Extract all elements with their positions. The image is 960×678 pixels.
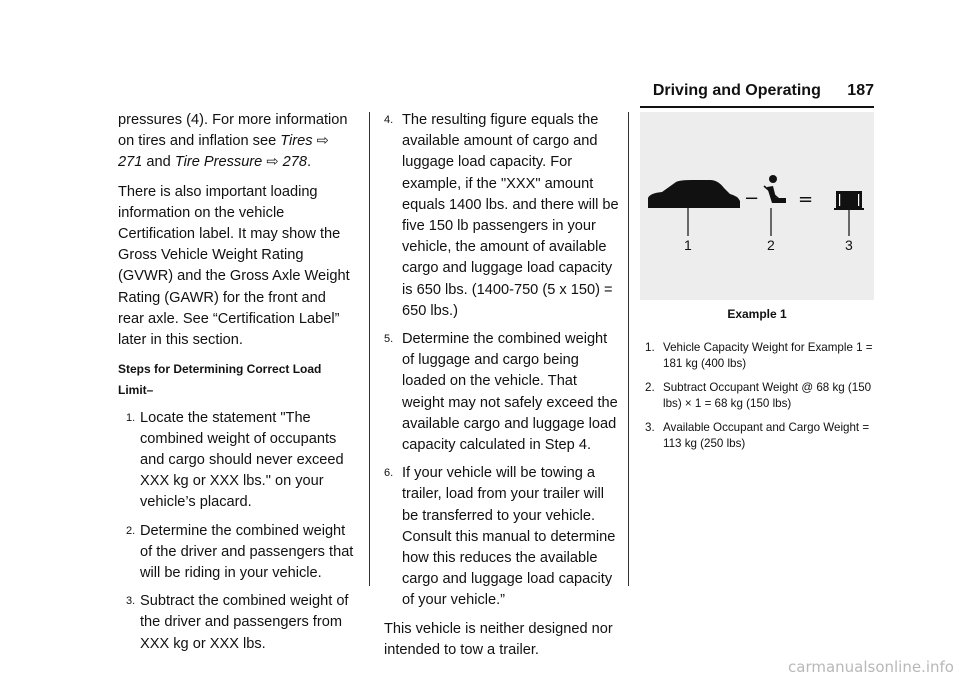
watermark: carmanualsonline.info: [788, 658, 954, 676]
column-middle: [384, 110, 619, 669]
figure-label-3: 3: [845, 237, 853, 253]
link-tire-pressure[interactable]: Tire Pressure: [174, 154, 263, 171]
car-icon: [648, 180, 740, 208]
legend-item: 3. Available Occupant and Cargo Weight = 113 kg (250 lbs): [645, 421, 870, 450]
figure-label-2: 2: [767, 237, 775, 253]
figure-legend: [645, 340, 880, 460]
step-item: 2. Determine the combined weight of the driver and passengers that will be riding in your vehicle.: [126, 522, 354, 582]
figure-caption: Example 1: [727, 307, 787, 321]
paragraph-no-trailer: This vehicle is neither designed nor intended to tow a trailer.: [384, 620, 613, 658]
steps-list-1: [118, 408, 354, 655]
operator-equals: =: [798, 189, 814, 210]
section-title: Driving and Operating: [652, 82, 821, 99]
paragraph-certification-label: There is also important loading information on the vehicle Certification label. It may show the Gross Vehicle Weight Rating (GVWR) and the Gross Axle Weight Rating (GAWR) for the front and rear axle. See “Certification Label” later in this section.: [118, 183, 350, 349]
page-ref-arrow-icon: ⇨: [266, 154, 279, 171]
step-item: 3. Subtract the combined weight of the driver and passengers from XXX kg or XXX lbs.: [126, 593, 349, 652]
operator-minus: −: [744, 188, 760, 209]
column-divider-right: [628, 112, 629, 586]
column-divider-left: [369, 112, 370, 586]
link-tires-page[interactable]: 271: [118, 154, 143, 171]
step-item: 5. Determine the combined weight of luggage and cargo being loaded on the vehicle. That weight may not safely exceed the available cargo and luggage load capacity calculated in Step 4.: [384, 331, 618, 454]
link-tire-pressure-page[interactable]: 278: [282, 154, 308, 171]
link-tires[interactable]: Tires: [280, 133, 313, 150]
cargo-box-icon: [834, 191, 864, 210]
legend-item: 2. Subtract Occupant Weight @ 68 kg (150 lbs) × 1 = 68 kg (150 lbs): [645, 381, 872, 410]
steps-list-2: [384, 110, 619, 612]
load-example-figure: [640, 112, 874, 300]
seated-occupant-icon: [764, 175, 786, 203]
steps-heading: Steps for Determining Correct Load Limit–: [118, 362, 322, 398]
paragraph-pressures: pressures (4). For more information on tires and inflation see Tires ⇨ 271 and Tire Pressure ⇨ 278.: [118, 112, 348, 171]
step-item: 1. Locate the statement "The combined weight of occupants and cargo should never exceed XXX kg or XXX lbs." on your vehicle’s placard.: [126, 409, 344, 511]
column-left: [118, 110, 354, 662]
figure-label-1: 1: [684, 237, 692, 253]
header-rule: [640, 106, 874, 108]
step-item: 4. The resulting figure equals the available amount of cargo and luggage load capacity. For example, if the "XXX" amount equals 1400 lbs. and there will be five 150 lb passengers in your vehicle, the amount of available cargo and luggage load capacity is 650 lbs. (1400-750 (5 x 150) = 650 lbs.): [384, 112, 619, 319]
page-number: 187: [847, 82, 874, 99]
page-ref-arrow-icon: ⇨: [316, 133, 329, 150]
page-header: [0, 82, 874, 100]
step-item: 6. If your vehicle will be towing a trailer, load from your trailer will be transferred to your vehicle. Consult this manual to determine how this reduces the available cargo and luggage load capacity of your vehicle.”: [384, 465, 616, 609]
legend-item: 1. Vehicle Capacity Weight for Example 1 = 181 kg (400 lbs): [645, 341, 873, 370]
